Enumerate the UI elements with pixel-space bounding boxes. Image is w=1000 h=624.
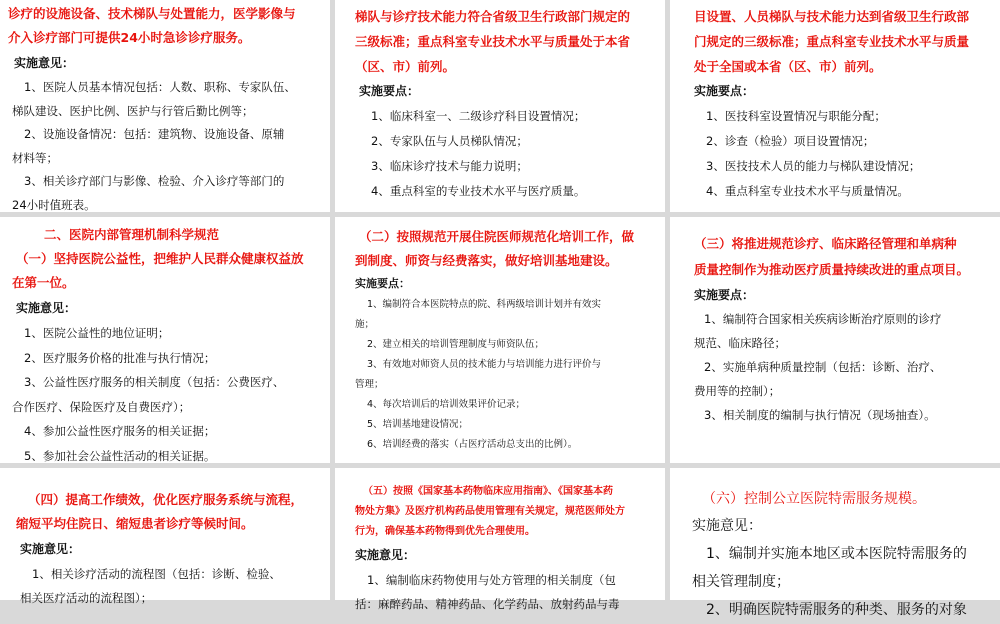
section-panel-9 [670,468,1000,618]
list-item: 相关管理制度； [692,574,790,590]
list-item: 1、临床科室一、二级诊疗科目设置情况； [371,109,586,123]
list-item: 4、重点科室的专业技术水平与医疗质量。 [371,184,586,198]
list-item: 2、设施设备情况：包括：建筑物、设施设备、原辅 [24,127,285,141]
list-item: 1、医院公益性的地位证明； [24,326,170,340]
list-item: 5、培训基地建设情况； [367,419,469,430]
section-lead-text: 处于全国或本省（区、市）前列。 [694,59,882,74]
section-lead-text: （一）坚持医院公益性，把维护人民群众健康权益放 [16,251,304,266]
section-lead-text: 诊疗的设施设备、技术梯队与处置能力，医学影像与 [8,6,296,21]
section-lead-text: 门规定的三级标准；重点科室专业技术水平与质量 [694,34,970,49]
section-lead-text: 缩短平均住院日、缩短患者诊疗等候时间。 [16,516,254,531]
list-item: 2、建立相关的培训管理制度与师资队伍； [367,339,545,350]
section-subheading: 实施意见： [16,301,77,315]
list-item: 2、明确医院特需服务的种类、服务的对象 [706,602,967,618]
list-item: 梯队建设、医护比例、医护与行管后勤比例等； [12,103,254,118]
list-item: 1、编制并实施本地区或本医院特需服务的 [706,546,967,562]
section-lead-text: 三级标准；重点科室专业技术水平与质量处于本省 [355,34,631,49]
list-item: 5、参加社会公益性活动的相关证据。 [24,448,216,463]
list-item: 1、医院人员基本情况包括：人数、职称、专家队伍、 [24,80,296,94]
section-subheading: 实施意见： [692,518,762,534]
section-panel-2 [335,0,665,212]
section-lead-text: 目设置、人员梯队与技术能力达到省级卫生行政部 [694,9,970,24]
section-subheading: 实施意见： [14,56,75,70]
section-lead-text: 梯队与诊疗技术能力符合省级卫生行政部门规定的 [355,9,631,24]
list-item: 相关医疗活动的流程图）； [20,591,153,605]
section-lead-text: 到制度、师资与经费落实，做好培训基地建设。 [355,253,618,268]
list-item: 1、相关诊疗活动的流程图（包括：诊断、检验、 [32,567,281,581]
section-panel-8 [335,468,665,611]
section-lead-text: 在第一位。 [12,275,75,290]
list-item: 6、培训经费的落实（占医疗活动总支出的比例）。 [367,439,578,450]
list-item: 1、医技科室设置情况与职能分配； [706,109,886,123]
section-panel-7 [0,468,330,605]
list-item: 3、临床诊疗技术与能力说明； [371,159,528,173]
list-item: 1、编制临床药物使用与处方管理的相关制度（包 [367,573,616,587]
list-item: 2、医疗服务价格的批准与执行情况； [24,350,216,365]
list-item: 2、实施单病种质量控制（包括：诊断、治疗、 [704,360,942,374]
section-subheading: 实施要点： [694,288,755,302]
section-lead-text: （六）控制公立医院特需服务规模。 [702,491,926,507]
list-item: 材料等； [12,150,58,165]
section-panel-4 [0,217,330,463]
list-item: 3、相关制度的编制与执行情况（现场抽查）。 [704,408,936,422]
section-panel-3 [670,0,1000,212]
section-lead-text: （四）提高工作绩效，优化医疗服务系统与流程， [28,492,304,507]
list-item: 施； [355,319,375,330]
section-subheading: 实施意见： [20,542,81,556]
section-panel-5 [335,217,665,463]
list-item: 3、相关诊疗部门与影像、检验、介入诊疗等部门的 [24,174,285,188]
list-item: 4、每次培训后的培训效果评价记录； [367,399,526,410]
section-panel-1 [0,0,330,212]
section-lead-text: 质量控制作为推动医疗质量持续改进的重点项目。 [694,262,970,277]
list-item: 24小时值班表。 [12,197,96,212]
list-item: 3、有效地对师资人员的技术能力与培训能力进行评价与 [367,359,602,370]
section-subheading: 实施要点： [359,84,420,98]
list-item: 1、编制符合本医院特点的院、科两级培训计划并有效实 [367,299,602,310]
section-lead-text: 物处方集》及医疗机构药品使用管理有关规定，规范医师处方 [355,506,625,517]
list-item: 管理； [355,379,384,390]
section-panel-6 [670,217,1000,463]
list-item: 合作医疗、保险医疗及自费医疗）； [12,399,191,414]
list-item: 1、编制符合国家相关疾病诊断治疗原则的诊疗 [704,312,942,326]
list-item: 规范、临床路径； [694,336,786,350]
section-lead-text: （五）按照《国家基本药物临床应用指南》、《国家基本药 [363,486,613,497]
section-subheading: 实施要点： [694,84,755,98]
section-lead-text: 行为，确保基本药物得到优先合理使用。 [355,526,535,537]
list-item: 费用等的控制）； [694,384,781,398]
section-lead-text: （二）按照规范开展住院医师规范化培训工作，做 [359,229,635,244]
list-item: 2、诊查（检验）项目设置情况； [706,134,875,148]
list-item: 4、重点科室专业技术水平与质量情况。 [706,184,909,198]
list-item: 3、医技技术人员的能力与梯队建设情况； [706,159,921,173]
list-item: 括：麻醉药品、精神药品、化学药品、放射药品与毒 [355,597,620,611]
section-subheading: 实施意见： [355,548,416,562]
section-lead-text: （区、市）前列。 [355,59,456,74]
section-lead-text: （三）将推进规范诊疗、临床路径管理和单病种 [694,236,957,251]
list-item: 3、公益性医疗服务的相关制度（包括：公费医疗、 [24,375,285,389]
section-lead-text: 介入诊疗部门可提供24小时急诊诊疗服务。 [8,30,251,45]
section-title: 二、医院内部管理机制科学规范 [44,227,220,242]
section-subheading: 实施要点： [355,277,410,290]
list-item: 2、专家队伍与人员梯队情况； [371,134,528,148]
list-item: 4、参加公益性医疗服务的相关证据； [24,424,216,438]
